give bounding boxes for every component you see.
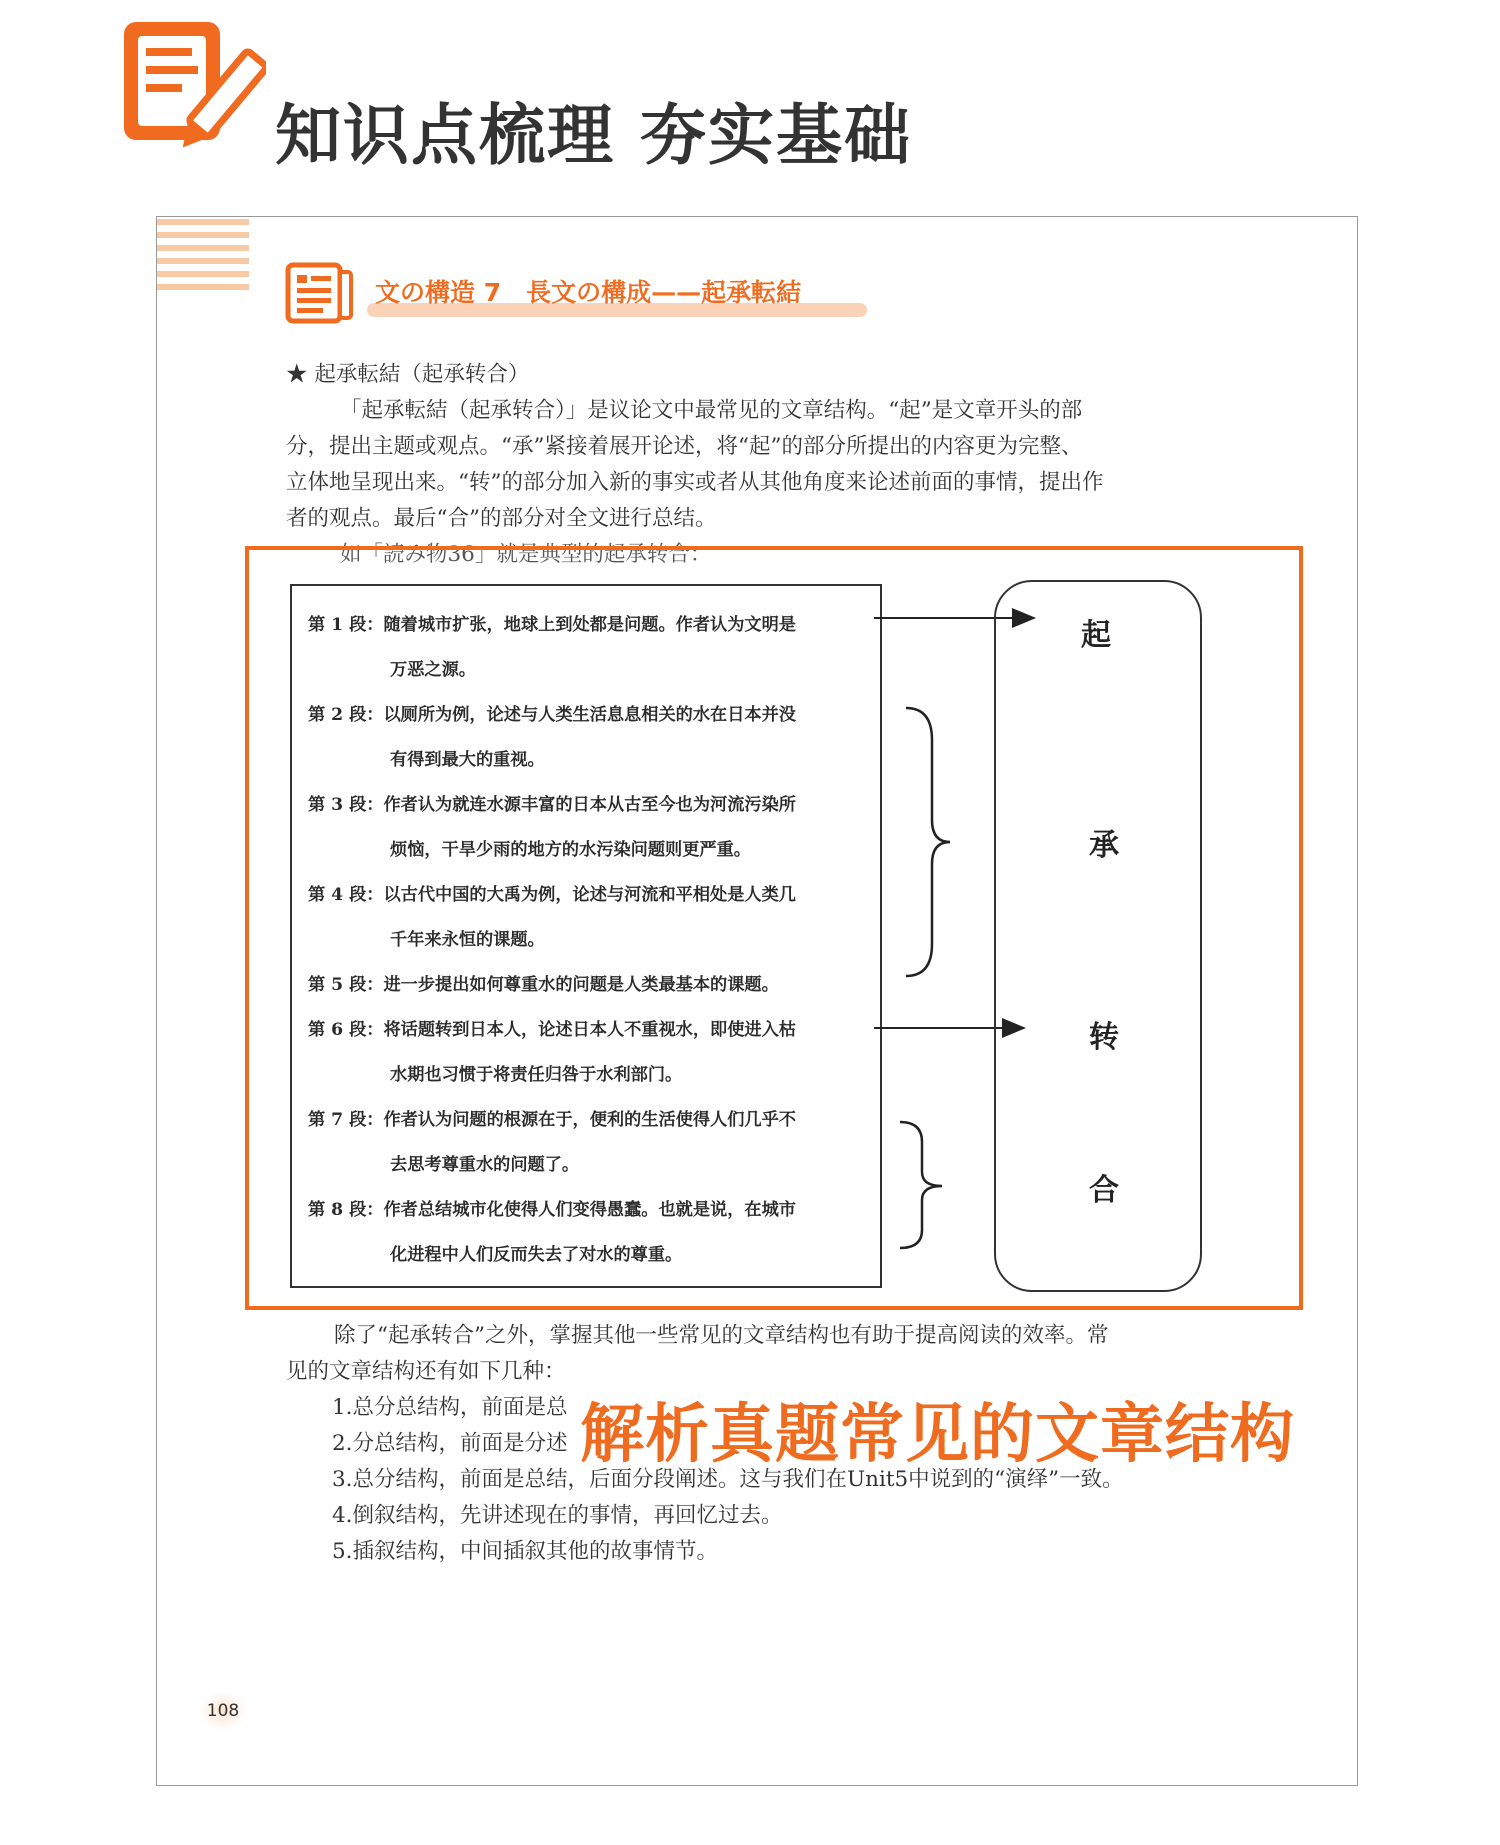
paragraph-line: 「起承転結（起承转合）」是议论文中最常见的文章结构。“起”是文章开头的部 bbox=[340, 398, 1083, 423]
paragraph-line: 者的观点。最后“合”的部分对全文进行总结。 bbox=[286, 506, 717, 531]
summary-row-8: 第 8 段：作者总结城市化使得人们变得愚蠢。也就是说，在城市 bbox=[308, 1200, 796, 1220]
label-qi: 起 bbox=[1081, 618, 1111, 653]
summary-row-1-cont: 万恶之源。 bbox=[390, 660, 476, 680]
summary-row-7: 第 7 段：作者认为问题的根源在于，便利的生活使得人们几乎不 bbox=[308, 1110, 796, 1130]
list-item: 3.总分结构，前面是总结，后面分段阐述。这与我们在Unit5中说到的“演绎”一致。 bbox=[332, 1467, 1124, 1492]
list-item: 5.插叙结构，中间插叙其他的故事情节。 bbox=[332, 1539, 719, 1564]
summary-row-3: 第 3 段：作者认为就连水源丰富的日本从古至今也为河流污染所 bbox=[308, 795, 796, 815]
highlight-frame bbox=[245, 546, 1303, 1310]
summary-row-6-cont: 水期也习惯于将责任归咎于水利部门。 bbox=[390, 1065, 683, 1085]
paragraph-line: 见的文章结构还有如下几种： bbox=[286, 1359, 566, 1384]
summary-row-7-cont: 去思考尊重水的问题了。 bbox=[390, 1155, 580, 1175]
summary-row-5: 第 5 段：进一步提出如何尊重水的问题是人类最基本的课题。 bbox=[308, 975, 779, 995]
paragraph-line: 立体地呈现出来。“转”的部分加入新的事实或者从其他角度来论述前面的事情，提出作 bbox=[286, 470, 1104, 495]
label-he: 合 bbox=[1089, 1173, 1119, 1208]
paragraph-line: 除了“起承转合”之外，掌握其他一些常见的文章结构也有助于提高阅读的效率。常 bbox=[334, 1323, 1109, 1348]
section-title: 文の構造 7 長文の構成——起承転結 bbox=[375, 278, 802, 307]
example-line: 如「読み物36」就是典型的起承转合： bbox=[340, 542, 712, 567]
summary-row-6: 第 6 段：将话题转到日本人，论述日本人不重视水，即使进入枯 bbox=[308, 1020, 796, 1040]
page-number: 108 bbox=[200, 1692, 246, 1730]
list-item: 1.总分总结构，前面是总 bbox=[332, 1395, 568, 1420]
label-cheng: 承 bbox=[1089, 828, 1119, 863]
caption-overlay: 解析真题常见的文章结构 bbox=[580, 1398, 1295, 1472]
label-zhuan: 转 bbox=[1089, 1020, 1119, 1055]
star-heading: ★ 起承転結（起承转合） bbox=[286, 362, 530, 387]
summary-row-2: 第 2 段：以厕所为例，论述与人类生活息息相关的水在日本并没 bbox=[308, 705, 796, 725]
list-item: 4.倒叙结构，先讲述现在的事情，再回忆过去。 bbox=[332, 1503, 783, 1528]
summary-row-8-cont: 化进程中人们反而失去了对水的尊重。 bbox=[390, 1245, 683, 1265]
summary-row-1: 第 1 段：随着城市扩张，地球上到处都是问题。作者认为文明是 bbox=[308, 615, 796, 635]
summary-row-2-cont: 有得到最大的重视。 bbox=[390, 750, 545, 770]
paragraph-line: 分，提出主题或观点。“承”紧接着展开论述，将“起”的部分所提出的内容更为完整、 bbox=[286, 434, 1083, 459]
summary-row-4-cont: 千年来永恒的课题。 bbox=[390, 930, 545, 950]
list-item: 2.分总结构，前面是分述 bbox=[332, 1431, 568, 1456]
summary-row-3-cont: 烦恼，干旱少雨的地方的水污染问题则更严重。 bbox=[390, 840, 751, 860]
page-header-title: 知识点梳理 夯实基础 bbox=[275, 97, 912, 174]
summary-row-4: 第 4 段：以古代中国的大禹为例，论述与河流和平相处是人类几 bbox=[308, 885, 796, 905]
